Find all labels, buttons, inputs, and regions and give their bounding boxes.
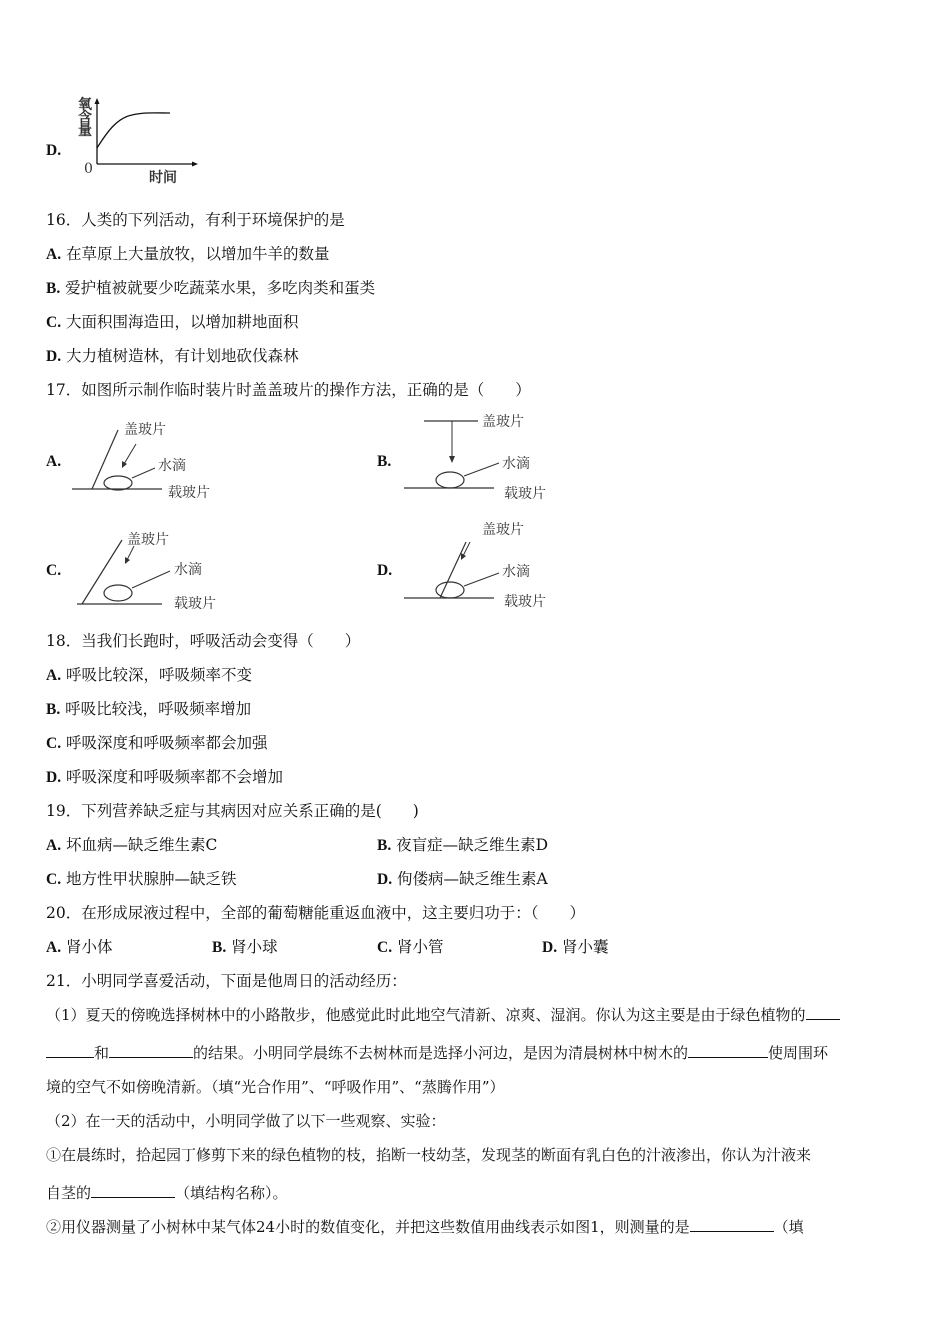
drop-pointer xyxy=(464,463,499,476)
q16-option-d: D. 大力植树造林，有计划地砍伐森林 xyxy=(46,347,299,365)
cover-label: 盖玻片 xyxy=(127,532,169,548)
q20-option-c: C. 肾小管 xyxy=(377,938,444,956)
q17-option-a-label: A. xyxy=(46,453,62,470)
water-drop xyxy=(104,585,132,601)
q17-option-d-label: D. xyxy=(377,562,393,579)
q21-stem: 21．小明同学喜爱活动，下面是他周日的活动经历： xyxy=(46,972,407,990)
cover-label: 盖玻片 xyxy=(482,414,524,430)
drop-label: 水滴 xyxy=(158,458,186,474)
q17-diagram-c xyxy=(72,522,222,621)
q17-diagram-a xyxy=(72,412,222,511)
answer-blank-4[interactable] xyxy=(91,1183,175,1198)
q17-stem: 17．如图所示制作临时装片时盖盖玻片的操作方法，正确的是（ ） xyxy=(46,381,531,399)
graph-y-label-3: 量 xyxy=(78,123,92,139)
drop-pointer xyxy=(464,573,499,586)
q21-part2: （2）在一天的活动中，小明同学做了以下一些观察、实验： xyxy=(46,1112,446,1130)
water-drop xyxy=(104,476,132,490)
q17-option-c-label: C. xyxy=(46,562,62,579)
cover-arrow xyxy=(463,542,470,556)
cover-slip xyxy=(440,542,466,598)
q20-option-a: A. 肾小体 xyxy=(46,938,113,956)
graph-origin: 0 xyxy=(84,161,93,177)
oxygen-graph xyxy=(72,98,202,194)
q18-option-d: D. 呼吸深度和呼吸频率都不会增加 xyxy=(46,768,284,786)
cover-slip xyxy=(82,540,122,604)
q18-option-a: A. 呼吸比较深，呼吸频率不变 xyxy=(46,666,253,684)
answer-blank-3[interactable] xyxy=(688,1043,768,1058)
drop-label: 水滴 xyxy=(174,562,202,578)
drop-pointer xyxy=(132,468,155,478)
q17-option-b-label: B. xyxy=(377,453,392,470)
q17-diagram-b xyxy=(404,408,554,507)
q20-stem: 20．在形成尿液过程中，全部的葡萄糖能重返血液中，这主要归功于：（ ） xyxy=(46,904,585,922)
q19-option-b: B. 夜盲症—缺乏维生素D xyxy=(377,836,549,854)
q15-option-d-label: D. xyxy=(46,142,62,159)
q21-part1-line2: 和 的结果。小明同学晨练不去树林而是选择小河边，是因为清晨树林中树木的 使周围环 xyxy=(46,1043,828,1063)
drop-pointer xyxy=(132,571,170,588)
q21-part1-line3: 境的空气不如傍晚清新。（填“光合作用”、“呼吸作用”、“蒸腾作用”） xyxy=(46,1078,505,1096)
graph-y-label-1: 氧 xyxy=(78,97,92,113)
q21-item2-line1: ②用仪器测量了小树林中某气体24小时的数值变化，并把这些数值用曲线表示如图1，则测量的是 （填 xyxy=(46,1218,804,1236)
cover-arrow xyxy=(124,444,136,464)
cover-label: 盖玻片 xyxy=(482,522,524,538)
q18-option-b: B. 呼吸比较浅，呼吸频率增加 xyxy=(46,700,252,718)
q21-item1-line2: 自茎的 （填结构名称）。 xyxy=(46,1184,288,1202)
slide-label: 载玻片 xyxy=(504,594,546,610)
q16-option-c: C. 大面积围海造田，以增加耕地面积 xyxy=(46,313,299,331)
graph-x-label: 时间 xyxy=(149,170,177,186)
slide-label: 载玻片 xyxy=(504,486,546,502)
q17-diagram-d xyxy=(404,518,554,617)
q21-part1-line1: （1）夏天的傍晚选择树林中的小路散步，他感觉此时此地空气清新、凉爽、湿润。你认为这主要是由于绿色植物的 xyxy=(46,1005,840,1025)
q16-stem: 16．人类的下列活动，有利于环境保护的是 xyxy=(46,211,345,229)
water-drop xyxy=(436,582,464,598)
q19-option-d: D. 佝偻病—缺乏维生素A xyxy=(377,870,548,888)
q16-option-a: A. 在草原上大量放牧，以增加牛羊的数量 xyxy=(46,245,330,263)
cover-label: 盖玻片 xyxy=(124,422,166,438)
slide-label: 载玻片 xyxy=(168,485,210,501)
q20-option-d: D. 肾小囊 xyxy=(542,938,609,956)
q18-option-c: C. 呼吸深度和呼吸频率都会加强 xyxy=(46,734,268,752)
answer-blank-1a[interactable] xyxy=(806,1005,840,1020)
q18-stem: 18．当我们长跑时，呼吸活动会变得（ ） xyxy=(46,632,361,650)
slide-label: 载玻片 xyxy=(174,596,216,612)
graph-y-label-2: 含 xyxy=(78,110,92,126)
answer-blank-1b[interactable] xyxy=(46,1043,94,1058)
q20-option-b: B. 肾小球 xyxy=(212,938,278,956)
q21-item1-line1: ①在晨练时，拾起园丁修剪下来的绿色植物的枝，掐断一枝幼茎，发现茎的断面有乳白色的汁液渗出，你认为汁液来 xyxy=(46,1146,812,1164)
drop-label: 水滴 xyxy=(502,564,530,580)
q19-option-a: A. 坏血病—缺乏维生素C xyxy=(46,836,218,854)
answer-blank-5[interactable] xyxy=(690,1217,774,1232)
cover-arrow xyxy=(127,546,134,560)
q19-stem: 19．下列营养缺乏症与其病因对应关系正确的是( ) xyxy=(46,802,419,820)
answer-blank-2[interactable] xyxy=(109,1043,193,1058)
drop-label: 水滴 xyxy=(502,456,530,472)
q16-option-b: B. 爱护植被就要少吃蔬菜水果，多吃肉类和蛋类 xyxy=(46,279,376,297)
q19-option-c: C. 地方性甲状腺肿—缺乏铁 xyxy=(46,870,237,888)
water-drop xyxy=(436,472,464,488)
graph-curve xyxy=(97,113,170,148)
